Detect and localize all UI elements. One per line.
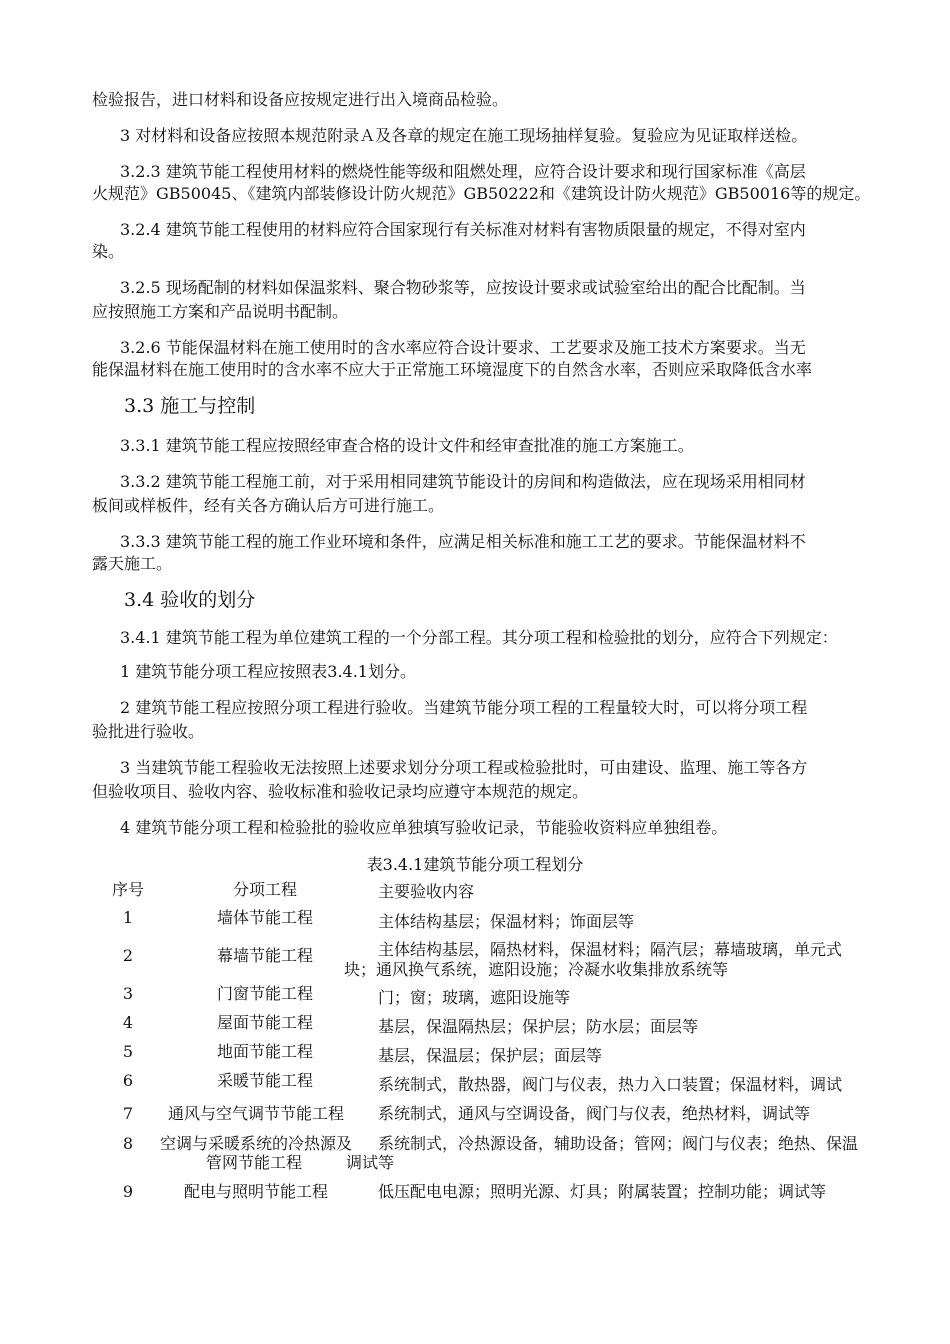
row-content: 系统制式，散热器，阀门与仪表，热力入口装置；保温材料，调试 [378, 1075, 843, 1094]
text-line: 3.2.4 建筑节能工程使用的材料应符合国家现行有关标准对材料有害物质限量的规定，不得对室内 [120, 220, 806, 239]
header-cell-no: 序号 [111, 880, 144, 899]
text-line: 验批进行验收。 [92, 722, 205, 741]
row-no: 8 [122, 1134, 134, 1153]
text-line: 3.3.2 建筑节能工程施工前，对于采用相同建筑节能设计的房间和构造做法，应在现场采用相同材 [120, 472, 806, 491]
row-content: 门；窗；玻璃，遮阳设施等 [378, 988, 571, 1007]
text-line: 3.2.6 节能保温材料在施工使用时的含水率应符合设计要求、工艺要求及施工技术方案要求。当无 [120, 338, 806, 357]
text-line: 火规范》GB50045、《建筑内部装修设计防火规范》GB50222和《建筑设计防火规范》GB50016等的规定。 [92, 184, 871, 203]
text-line: 3.3.3 建筑节能工程的施工作业环境和条件，应满足相关标准和施工工艺的要求。节能保温材料不 [120, 532, 806, 551]
row-name: 地面节能工程 [216, 1042, 313, 1061]
text-line: 4 建筑节能分项工程和检验批的验收应单独填写验收记录，节能验收资料应单独组卷。 [120, 818, 728, 837]
row-no: 3 [122, 984, 134, 1003]
text-line: 应按照施工方案和产品说明书配制。 [92, 302, 349, 321]
row-no: 4 [122, 1013, 134, 1032]
row-name: 采暖节能工程 [216, 1071, 313, 1090]
row-content-continued: 块；通风换气系统，遮阳设施；冷凝水收集排放系统等 [344, 960, 729, 979]
row-name: 门窗节能工程 [216, 984, 313, 1003]
row-no: 7 [122, 1104, 134, 1123]
header-cell-content: 主要验收内容 [378, 882, 475, 901]
row-no: 9 [122, 1182, 134, 1201]
text-line: 能保温材料在施工使用时的含水率不应大于正常施工环境湿度下的自然含水率，否则应采取降低含水率 [92, 360, 813, 379]
text-line: 但验收项目、验收内容、验收标准和验收记录均应遵守本规范的规定。 [92, 782, 589, 801]
row-content: 系统制式，通风与空调设备，阀门与仪表，绝热材料，调试等 [378, 1104, 811, 1123]
section-heading: 3.4 验收的划分 [124, 589, 256, 611]
row-name: 屋面节能工程 [216, 1013, 313, 1032]
row-content: 基层，保温层；保护层；面层等 [378, 1046, 603, 1065]
row-content: 基层，保温隔热层；保护层；防水层；面层等 [378, 1017, 699, 1036]
row-content: 主体结构基层；保温材料；饰面层等 [378, 912, 635, 931]
text-line: 3.2.3 建筑节能工程使用材料的燃烧性能等级和阻燃处理，应符合设计要求和现行国家标准《高层 [120, 162, 806, 181]
text-line: 染。 [92, 242, 125, 261]
text-line: 2 建筑节能工程应按照分项工程进行验收。当建筑节能分项工程的工程量较大时，可以将分项工程 [120, 698, 808, 717]
row-content-continued: 调试等 [346, 1153, 395, 1172]
text-line: 3 对材料和设备应按照本规范附录Ａ及各章的规定在施工现场抽样复验。复验应为见证取样送检。 [120, 126, 808, 145]
row-name-continued: 管网节能工程 [206, 1153, 303, 1172]
row-content: 主体结构基层，隔热材料，保温材料；隔汽层；幕墙玻璃，单元式 [378, 940, 843, 959]
row-content: 系统制式，冷热源设备，辅助设备；管网；阀门与仪表；绝热、保温 [378, 1134, 859, 1153]
text-line: 板间或样板件，经有关各方确认后方可进行施工。 [92, 496, 445, 515]
row-content: 低压配电电源；照明光源、灯具；附属装置；控制功能；调试等 [378, 1182, 827, 1201]
text-line: 3.2.5 现场配制的材料如保温浆料、聚合物砂浆等，应按设计要求或试验室给出的配合比配制。当 [120, 278, 806, 297]
row-no: 2 [122, 946, 134, 965]
text-line: 3.3.1 建筑节能工程应按照经审查合格的设计文件和经审查批准的施工方案施工。 [120, 436, 694, 455]
row-name: 幕墙节能工程 [216, 946, 313, 965]
header-cell-name: 分项工程 [232, 880, 297, 899]
text-line: 露天施工。 [92, 554, 173, 573]
text-line: 3.4.1 建筑节能工程为单位建筑工程的一个分部工程。其分项工程和检验批的划分，应符合下列规定： [120, 628, 838, 647]
row-name: 墙体节能工程 [216, 908, 313, 927]
row-no: 1 [122, 908, 134, 927]
row-name: 空调与采暖系统的冷热源及 [160, 1134, 353, 1153]
text-line: 1 建筑节能分项工程应按照表3.4.1划分。 [120, 662, 416, 681]
row-name: 通风与空气调节节能工程 [168, 1104, 345, 1123]
table-caption: 表3.4.1建筑节能分项工程划分 [366, 855, 584, 874]
text-line: 3 当建筑节能工程验收无法按照上述要求划分分项工程或检验批时，可由建设、监理、施工等各方 [120, 758, 808, 777]
row-no: 6 [122, 1071, 134, 1090]
text-line: 检验报告，进口材料和设备应按规定进行出入境商品检验。 [92, 90, 509, 109]
section-heading: 3.3 施工与控制 [124, 395, 256, 417]
row-no: 5 [122, 1042, 134, 1061]
row-name: 配电与照明节能工程 [184, 1182, 329, 1201]
